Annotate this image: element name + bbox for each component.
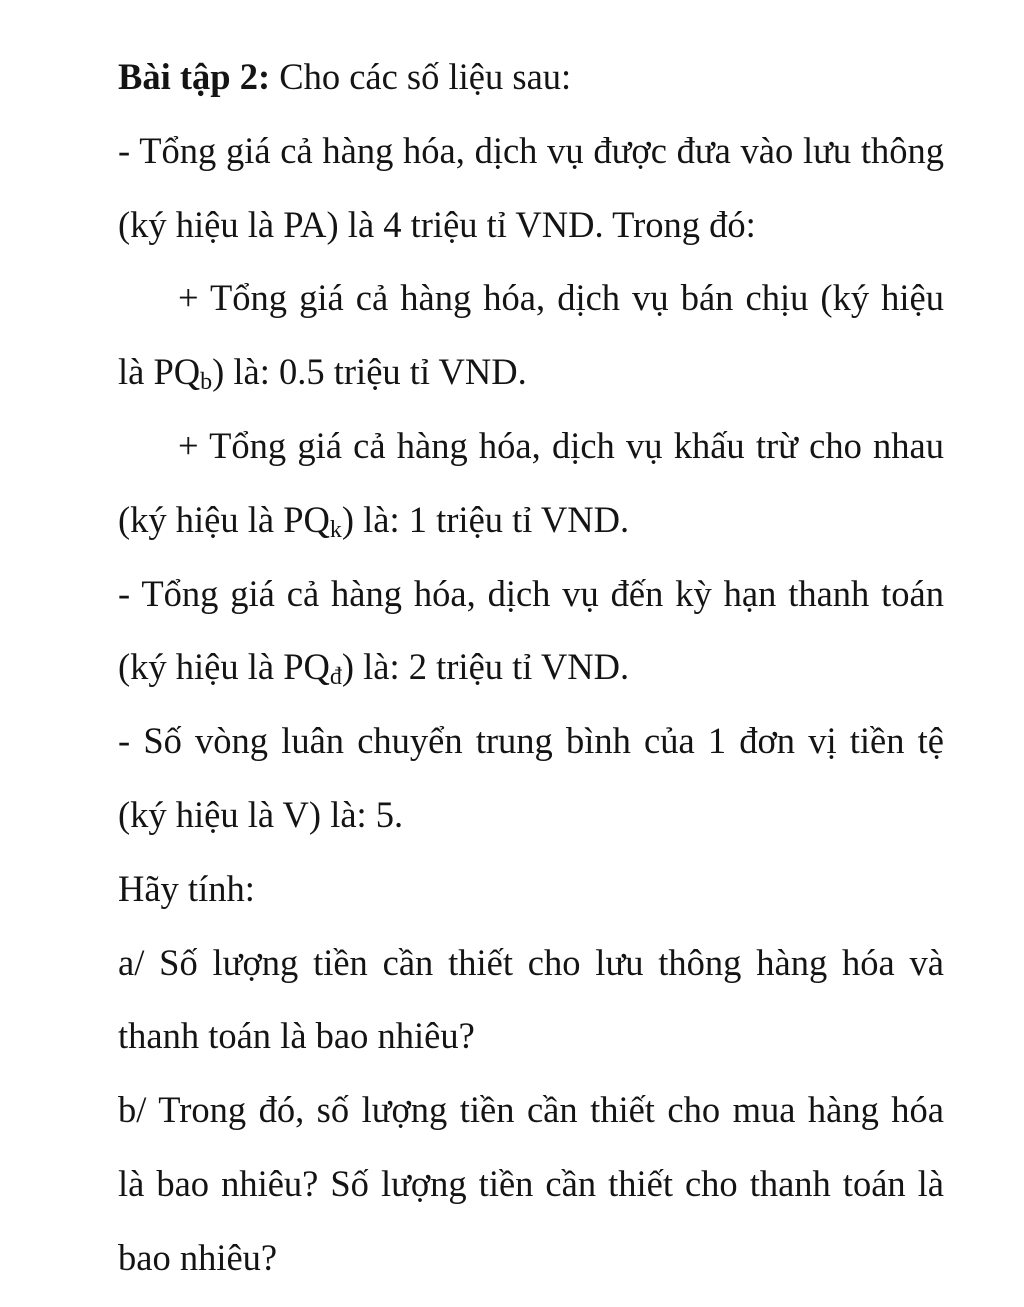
question-b-line-1: b/ Trong đó, số lượng tiền cần thiết cho mua hàng hóa [118,1089,944,1131]
pqb-line-2 [118,347,944,421]
pqk-line-2 [118,495,944,569]
v-line-2: (ký hiệu là V) là: 5. [118,793,404,835]
pa-line-1: - Tổng giá cả hàng hóa, dịch vụ được đưa vào lưu thông [118,129,944,171]
question-b-line-3: bao nhiêu? [118,1236,278,1278]
question-a-line-2: thanh toán là bao nhiêu? [118,1015,475,1057]
pqk-line-2-post: ) là: 1 triệu tỉ VND. [341,498,630,540]
pqk-subscript: k [329,516,342,543]
pqb-line-1: + Tổng giá cả hàng hóa, dịch vụ bán chịu (ký hiệu [178,277,944,319]
pqb-subscript: b [200,369,213,396]
pqk-line-1: + Tổng giá cả hàng hóa, dịch vụ khấu trừ cho nhau [178,424,944,466]
pqb-line-2-post: ) là: 0.5 triệu tỉ VND. [212,351,527,393]
questions-intro: Hãy tính: [118,867,255,909]
exercise-document [118,52,944,1307]
pqd-subscript: đ [329,664,342,691]
pqk-line-2-pre: (ký hiệu là PQ [118,498,330,540]
pqb-line-2-pre: là PQ [118,351,201,393]
question-a-line-1: a/ Số lượng tiền cần thiết cho lưu thông hàng hóa và [118,941,944,983]
exercise-label: Bài tập 2: [118,56,271,97]
pqd-line-2-post: ) là: 2 triệu tỉ VND. [341,646,630,688]
exercise-title [118,52,944,126]
pqd-line-1: - Tổng giá cả hàng hóa, dịch vụ đến kỳ hạn thanh toán [118,572,944,614]
exercise-intro: Cho các số liệu sau: [270,56,572,97]
pqd-line-2 [118,642,944,716]
question-b-line-2: là bao nhiêu? Số lượng tiền cần thiết cho thanh toán là [118,1162,944,1204]
pqd-line-2-pre: (ký hiệu là PQ [118,646,330,688]
v-line-1: - Số vòng luân chuyển trung bình của 1 đơn vị tiền tệ [118,720,944,762]
pa-line-2: (ký hiệu là PA) là 4 triệu tỉ VND. Trong đó: [118,203,756,245]
